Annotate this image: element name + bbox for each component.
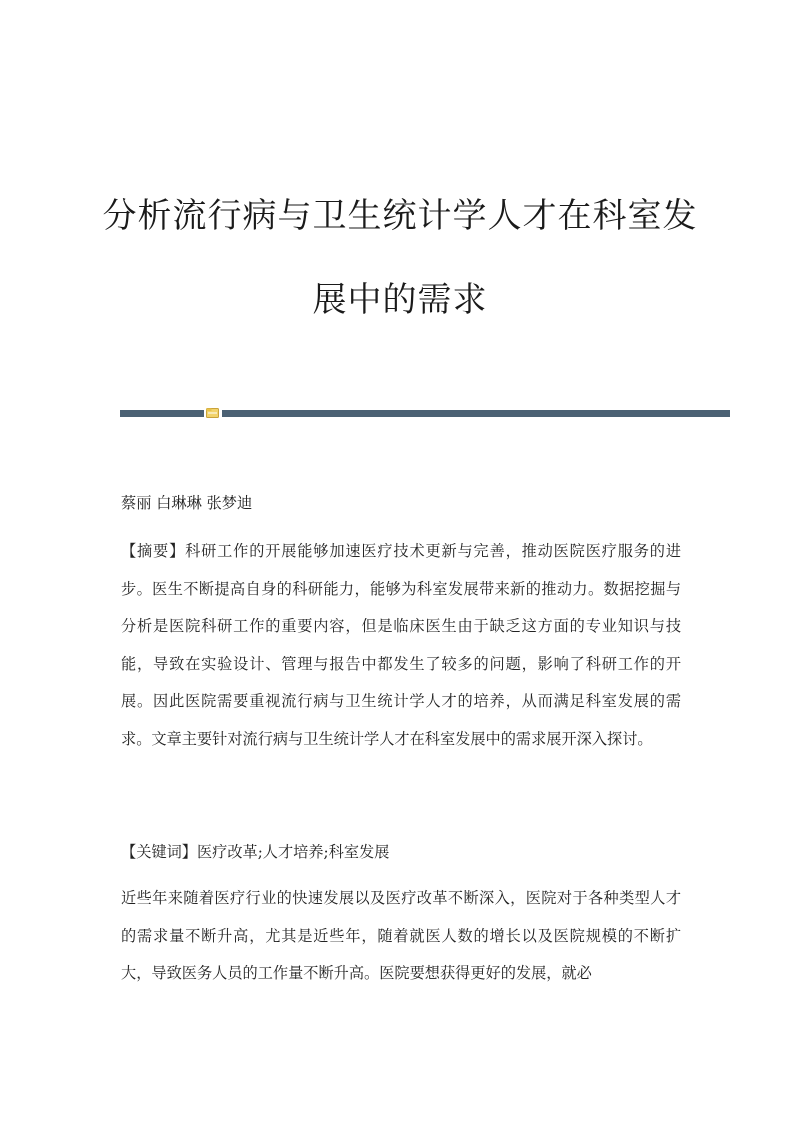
keywords-label: 【关键词】 — [121, 843, 197, 861]
abstract-label: 【摘要】 — [121, 542, 186, 560]
author-list: 蔡丽 白琳琳 张梦迪 — [121, 494, 253, 512]
divider-bar-right — [222, 410, 730, 417]
divider-bar-left — [120, 410, 204, 417]
page-title-line-2: 展中的需求 — [312, 280, 488, 320]
body-paragraph: 近些年来随着医疗行业的快速发展以及医疗改革不断深入，医院对于各种类型人才的需求量不断升高，尤其是近些年，随着就医人数的增长以及医院规模的不断扩大，导致医务人员的工作量不断升高。医院要想获得更好的发展，就必 — [121, 889, 681, 982]
folder-icon — [206, 407, 219, 418]
page-title-line-1: 分析流行病与卫生统计学人才在科室发 — [102, 196, 698, 236]
abstract — [121, 533, 681, 758]
keywords — [121, 834, 681, 872]
abstract-text: 科研工作的开展能够加速医疗技术更新与完善，推动医院医疗服务的进步。医生不断提高自身的科研能力，能够为科室发展带来新的推动力。数据挖掘与分析是医院科研工作的重要内容，但是临床医生由于缺乏这方面的专业知识与技能，导致在实验设计、管理与报告中都发生了较多的问题，影响了科研工作的开展。因此医院需要重视流行病与卫生统计学人才的培养，从而满足科室发展的需求。文章主要针对流行病与卫生统计学人才在科室发展中的需求展开深入探讨。 — [121, 542, 682, 748]
keywords-text: 医疗改革;人才培养;科室发展 — [196, 843, 390, 861]
title-divider — [120, 406, 730, 420]
